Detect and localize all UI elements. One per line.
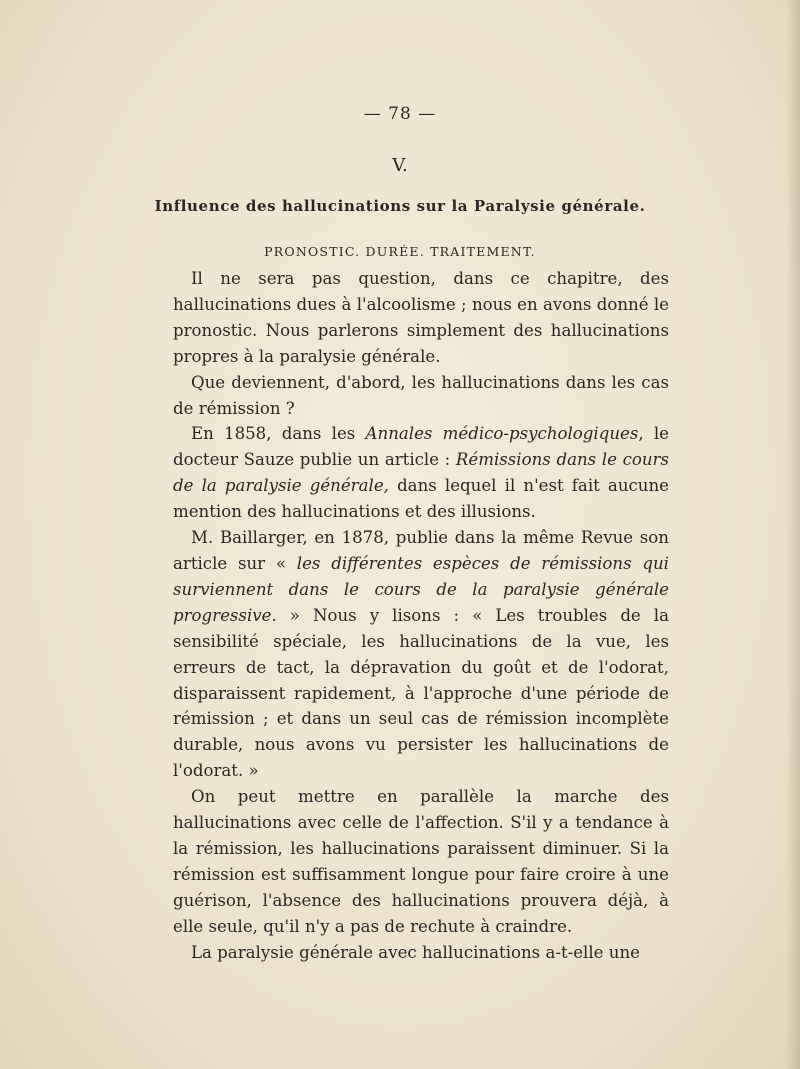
- paragraph: [173, 421, 669, 525]
- paragraph-text: » Nous y lisons : « Les troubles de la sensibilité spéciale, les hallucinations de la vue, les erreurs de tact, la dépravation du goût et de l'odorat, disparaissent rapidement, à l'approche d'une période de rémission ; et dans un seul cas de rémission incomplète durable, nous avons vu persister les hallucinations de l'odorat. »: [173, 605, 669, 781]
- paragraph-text: M. Baillarger, en 1878, publie dans la même Revue son article sur «: [173, 528, 669, 573]
- paragraph-text: , le docteur Sauze publie un article :: [173, 424, 669, 470]
- paragraph: La paralysie générale avec hallucinations a-t-elle une: [191, 942, 640, 962]
- paragraph-text: dans lequel il n'est fait aucune mention des hallucinations et des illusions.: [173, 476, 670, 522]
- section-numeral: V.: [392, 155, 408, 176]
- paragraph: Que deviennent, d'abord, les hallucinations dans les cas de rémission ?: [173, 372, 669, 418]
- paragraph: [173, 525, 669, 784]
- article-title: Rémissions dans le cours de la paralysie générale,: [173, 450, 669, 496]
- chapter-subtitle: PRONOSTIC. DURÉE. TRAITEMENT.: [264, 244, 536, 259]
- journal-title: Annales médico-psychologiques: [365, 424, 639, 444]
- chapter-title: Influence des hallucinations sur la Paralysie générale.: [154, 197, 646, 215]
- body-text: [173, 266, 669, 965]
- paragraph: On peut mettre en parallèle la marche des hallucinations avec celle de l'affection. S'il y a tendance à la rémission, les hallucinations paraissent diminuer. Si la rémission est suffisamment longue pour faire croire à une guérison, l'absence des hallucinations prouvera déjà, à elle seule, qu'il n'y a pas de rechute à craindre.: [173, 787, 669, 936]
- article-title: les différentes espèces de rémissions qui surviennent dans le cours de la paralysie générale progressive.: [173, 553, 669, 625]
- paragraph-text: En 1858, dans les: [191, 424, 366, 444]
- paragraph: Il ne sera pas question, dans ce chapitre, des hallucinations dues à l'alcoolisme ; nous en avons donné le pronostic. Nous parlerons simplement des hallucinations propres à la paralysie générale.: [173, 269, 669, 366]
- page-number: — 78 —: [363, 104, 437, 124]
